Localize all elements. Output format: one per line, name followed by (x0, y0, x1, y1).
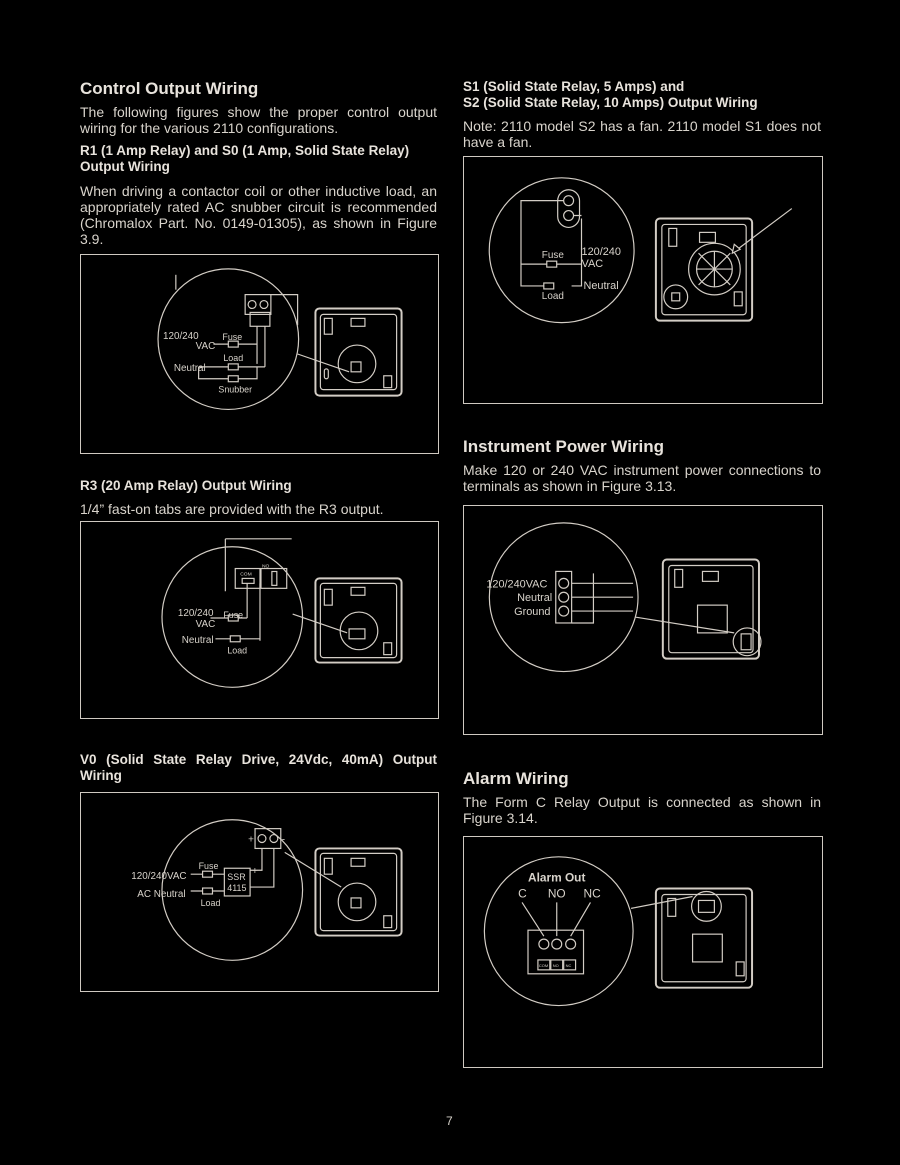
power-wiring-text: Make 120 or 240 VAC instrument power connections to terminals as shown in Figure 3.13. (463, 462, 821, 494)
alarm-no-label: NO (547, 886, 566, 901)
page-number: 7 (446, 1114, 453, 1128)
r3-com-label: COM (240, 572, 252, 578)
v0-ac-neutral-label: AC Neutral (137, 888, 186, 900)
alarm-c-label: C (518, 886, 527, 901)
power-wiring-diagram (464, 506, 822, 734)
r3-load-label: Load (227, 645, 248, 656)
s1-heading-line2: S2 (Solid State Relay, 10 Amps) Output Wiring (463, 95, 758, 110)
v0-ssr-model: 4115 (227, 883, 247, 894)
power-wiring-figure (463, 505, 823, 735)
r3-text: 1/4” fast-on tabs are provided with the R3 output. (80, 501, 384, 517)
v0-ssr-plus: + (252, 866, 258, 878)
power-vac-label: 120/240VAC (486, 578, 548, 591)
power-neutral-label: Neutral (517, 592, 553, 605)
s1-voltage-label: 120/240 (581, 246, 621, 259)
v0-load-label: Load (200, 897, 221, 908)
v0-wiring-diagram (81, 793, 438, 991)
alarm-terminal-no: NO (552, 962, 559, 968)
r1-fuse-label: Fuse (222, 332, 243, 343)
control-output-title: Control Output Wiring (80, 79, 259, 98)
r3-heading: R3 (20 Amp Relay) Output Wiring (80, 478, 292, 493)
v0-terminal-minus: - (281, 834, 286, 846)
power-wiring-title: Instrument Power Wiring (463, 437, 665, 456)
alarm-nc-label: NC (583, 886, 601, 901)
alarm-wiring-figure (463, 836, 823, 1068)
alarm-wiring-title: Alarm Wiring (463, 769, 569, 788)
power-ground-label: Ground (514, 606, 551, 619)
s1-wiring-diagram (464, 157, 822, 403)
s1-neutral-label: Neutral (583, 279, 619, 292)
r1-snubber-label: Snubber (218, 384, 253, 395)
r1-neutral-label: Neutral (173, 362, 206, 374)
r1-heading: R1 (1 Amp Relay) and S0 (1 Amp, Solid State Relay) Output Wiring (80, 143, 410, 174)
s1-vac-label: VAC (581, 258, 604, 271)
s1-heading-line1: S1 (Solid State Relay, 5 Amps) and (463, 79, 685, 94)
s1-fuse-label: Fuse (541, 250, 564, 262)
v0-fuse-label: Fuse (198, 861, 219, 872)
r1-vac-label: VAC (195, 341, 216, 353)
control-output-intro: The following figures show the proper control output wiring for the various 2110 configurations. (80, 104, 437, 136)
s1-load-label: Load (541, 290, 564, 302)
v0-ssr-minus: - (252, 882, 256, 894)
alarm-out-label: Alarm Out (528, 870, 586, 885)
r3-fuse-label: Fuse (223, 610, 244, 621)
alarm-wiring-text: The Form C Relay Output is connected as shown in Figure 3.14. (463, 794, 821, 826)
v0-heading: V0 (Solid State Relay Drive, 24Vdc, 40mA) Output Wiring (80, 752, 437, 783)
alarm-terminal-nc: NC (565, 962, 572, 968)
r3-wiring-diagram (81, 522, 438, 718)
alarm-wiring-diagram (464, 837, 822, 1067)
r3-no-label: NO (261, 564, 270, 570)
r3-vac-label: VAC (195, 618, 216, 630)
s1-wiring-figure (463, 156, 823, 404)
s1-note: Note: 2110 model S2 has a fan. 2110 model S1 does not have a fan. (463, 118, 821, 150)
v0-wiring-figure (80, 792, 439, 992)
v0-ssr-label: SSR (227, 872, 246, 883)
v0-vac-label: 120/240VAC (131, 871, 187, 883)
r3-wiring-figure (80, 521, 439, 719)
r1-voltage-label: 120/240 (162, 331, 199, 343)
r3-neutral-label: Neutral (181, 634, 214, 646)
v0-terminal-plus: + (248, 834, 254, 846)
r1-text: When driving a contactor coil or other inductive load, an appropriately rated AC snubber circuit is recommended (Chromalox Part. No. 0149-01305), as shown in Figure 3.9. (80, 183, 437, 247)
r3-voltage-label: 120/240 (177, 608, 214, 620)
alarm-terminal-com: COM (538, 962, 549, 968)
r1-wiring-diagram (81, 255, 438, 453)
r1-wiring-figure (80, 254, 439, 454)
r1-load-label: Load (223, 352, 244, 363)
